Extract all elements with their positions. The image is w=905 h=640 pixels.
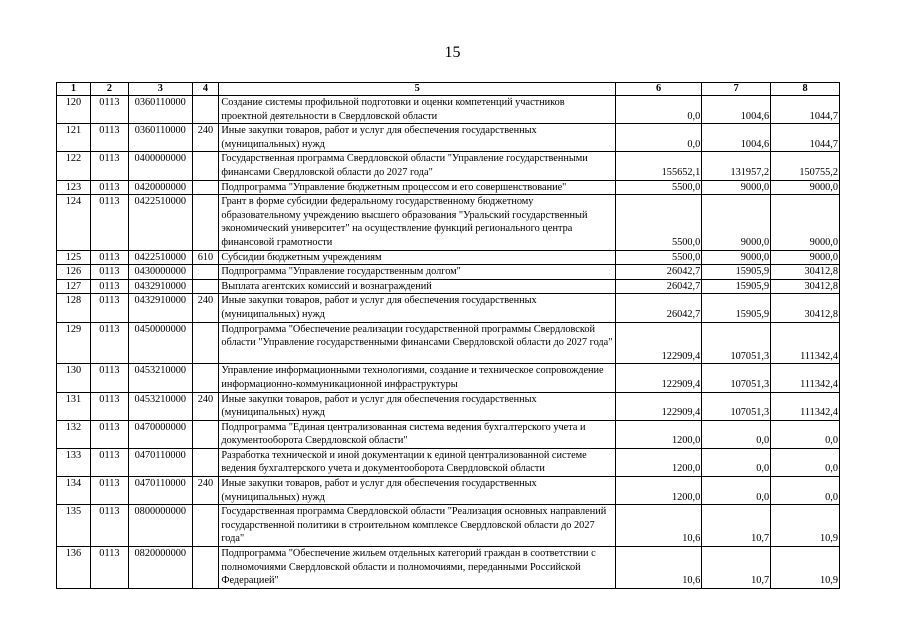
section-code: 0113 <box>90 477 128 505</box>
section-code: 0113 <box>90 279 128 294</box>
section-code: 0113 <box>90 195 128 250</box>
col-header-4: 4 <box>192 83 219 96</box>
value-col-6: 122909,4 <box>615 322 701 364</box>
row-number: 135 <box>57 505 91 547</box>
expense-type <box>192 547 219 589</box>
row-number: 132 <box>57 420 91 448</box>
value-col-7: 9000,0 <box>702 195 771 250</box>
target-code: 0422510000 <box>128 250 192 265</box>
value-col-8: 111342,4 <box>771 364 840 392</box>
col-header-3: 3 <box>128 83 192 96</box>
table-row <box>57 250 840 265</box>
row-number: 122 <box>57 152 91 180</box>
table-row <box>57 477 840 505</box>
value-col-8: 111342,4 <box>771 322 840 364</box>
row-description: Подпрограмма "Единая централизованная система ведения бухгалтерского учета и документооборота Свердловской области" <box>219 420 616 448</box>
table-row <box>57 152 840 180</box>
row-description: Подпрограмма "Обеспечение реализации государственной программы Свердловской области "Управление государственными финансами Свердловской области до 2027 года" <box>219 322 616 364</box>
table-row <box>57 505 840 547</box>
col-header-5: 5 <box>219 83 616 96</box>
expense-type: 240 <box>192 124 219 152</box>
value-col-8: 150755,2 <box>771 152 840 180</box>
table-row <box>57 96 840 124</box>
row-number: 127 <box>57 279 91 294</box>
target-code: 0432910000 <box>128 279 192 294</box>
value-col-7: 1004,6 <box>702 96 771 124</box>
table-row <box>57 180 840 195</box>
section-code: 0113 <box>90 294 128 322</box>
table-row <box>57 265 840 280</box>
col-header-7: 7 <box>702 83 771 96</box>
value-col-7: 0,0 <box>702 477 771 505</box>
value-col-8: 9000,0 <box>771 195 840 250</box>
value-col-7: 10,7 <box>702 547 771 589</box>
header-row <box>57 83 840 96</box>
table-row <box>57 364 840 392</box>
row-description: Подпрограмма "Управление бюджетным процессом и его совершенствование" <box>219 180 616 195</box>
row-description: Иные закупки товаров, работ и услуг для обеспечения государственных (муниципальных) нужд <box>219 124 616 152</box>
value-col-8: 0,0 <box>771 477 840 505</box>
value-col-6: 5500,0 <box>615 195 701 250</box>
expense-type <box>192 448 219 476</box>
table-row <box>57 420 840 448</box>
col-header-6: 6 <box>615 83 701 96</box>
target-code: 0820000000 <box>128 547 192 589</box>
value-col-6: 5500,0 <box>615 250 701 265</box>
row-number: 121 <box>57 124 91 152</box>
section-code: 0113 <box>90 96 128 124</box>
value-col-8: 9000,0 <box>771 180 840 195</box>
table-row <box>57 547 840 589</box>
value-col-6: 10,6 <box>615 547 701 589</box>
section-code: 0113 <box>90 547 128 589</box>
col-header-8: 8 <box>771 83 840 96</box>
value-col-7: 107051,3 <box>702 322 771 364</box>
section-code: 0113 <box>90 265 128 280</box>
row-number: 120 <box>57 96 91 124</box>
row-number: 129 <box>57 322 91 364</box>
expense-type <box>192 364 219 392</box>
value-col-8: 0,0 <box>771 420 840 448</box>
expense-type <box>192 279 219 294</box>
expense-type <box>192 96 219 124</box>
value-col-6: 0,0 <box>615 124 701 152</box>
target-code: 0432910000 <box>128 294 192 322</box>
row-number: 131 <box>57 392 91 420</box>
table-row <box>57 124 840 152</box>
value-col-7: 0,0 <box>702 420 771 448</box>
target-code: 0470000000 <box>128 420 192 448</box>
table-row <box>57 322 840 364</box>
section-code: 0113 <box>90 322 128 364</box>
row-description: Иные закупки товаров, работ и услуг для обеспечения государственных (муниципальных) нужд <box>219 294 616 322</box>
value-col-8: 0,0 <box>771 448 840 476</box>
budget-table <box>56 82 840 589</box>
table-row <box>57 279 840 294</box>
row-number: 128 <box>57 294 91 322</box>
row-description: Государственная программа Свердловской области "Реализация основных направлений государственной политики в строительном комплексе Свердловской области до 2027 года" <box>219 505 616 547</box>
target-code: 0453210000 <box>128 392 192 420</box>
expense-type <box>192 420 219 448</box>
row-number: 130 <box>57 364 91 392</box>
value-col-8: 30412,8 <box>771 279 840 294</box>
value-col-8: 1044,7 <box>771 96 840 124</box>
expense-type: 240 <box>192 477 219 505</box>
value-col-7: 10,7 <box>702 505 771 547</box>
table-row <box>57 294 840 322</box>
table-row <box>57 448 840 476</box>
section-code: 0113 <box>90 364 128 392</box>
row-description: Подпрограмма "Обеспечение жильем отдельных категорий граждан в соответствии с полномочиями Свердловской области и полномочиями, переданными Российской Федерацией" <box>219 547 616 589</box>
value-col-7: 9000,0 <box>702 180 771 195</box>
target-code: 0430000000 <box>128 265 192 280</box>
value-col-8: 1044,7 <box>771 124 840 152</box>
table-row <box>57 195 840 250</box>
value-col-6: 5500,0 <box>615 180 701 195</box>
expense-type <box>192 505 219 547</box>
expense-type: 240 <box>192 294 219 322</box>
expense-type <box>192 195 219 250</box>
row-number: 125 <box>57 250 91 265</box>
section-code: 0113 <box>90 180 128 195</box>
row-number: 126 <box>57 265 91 280</box>
value-col-8: 111342,4 <box>771 392 840 420</box>
section-code: 0113 <box>90 392 128 420</box>
row-description: Иные закупки товаров, работ и услуг для обеспечения государственных (муниципальных) нужд <box>219 392 616 420</box>
expense-type <box>192 152 219 180</box>
target-code: 0360110000 <box>128 96 192 124</box>
section-code: 0113 <box>90 505 128 547</box>
target-code: 0450000000 <box>128 322 192 364</box>
value-col-8: 9000,0 <box>771 250 840 265</box>
row-description: Грант в форме субсидии федеральному государственному бюджетному образовательному учреждению высшего образования "Уральский государственный экономический университет" на осуществление функций регионального центра финансовой грамотности <box>219 195 616 250</box>
row-description: Субсидии бюджетным учреждениям <box>219 250 616 265</box>
target-code: 0453210000 <box>128 364 192 392</box>
section-code: 0113 <box>90 152 128 180</box>
page-number: 15 <box>444 44 461 61</box>
section-code: 0113 <box>90 124 128 152</box>
expense-type <box>192 180 219 195</box>
section-code: 0113 <box>90 420 128 448</box>
value-col-6: 26042,7 <box>615 294 701 322</box>
row-description: Разработка технической и иной документации к единой централизованной системе ведения бухгалтерского учета и документооборота Свердловской области <box>219 448 616 476</box>
value-col-8: 10,9 <box>771 505 840 547</box>
row-description: Иные закупки товаров, работ и услуг для обеспечения государственных (муниципальных) нужд <box>219 477 616 505</box>
row-description: Государственная программа Свердловской области "Управление государственными финансами Свердловской области до 2027 года" <box>219 152 616 180</box>
expense-type: 240 <box>192 392 219 420</box>
row-description: Выплата агентских комиссий и вознаграждений <box>219 279 616 294</box>
row-description: Управление информационными технологиями, создание и техническое сопровождение информационно-коммуникационной инфраструктуры <box>219 364 616 392</box>
row-description: Создание системы профильной подготовки и оценки компетенций участников проектной деятельности в Свердловской области <box>219 96 616 124</box>
section-code: 0113 <box>90 250 128 265</box>
value-col-6: 122909,4 <box>615 364 701 392</box>
target-code: 0360110000 <box>128 124 192 152</box>
value-col-6: 26042,7 <box>615 265 701 280</box>
value-col-6: 1200,0 <box>615 420 701 448</box>
row-description: Подпрограмма "Управление государственным долгом" <box>219 265 616 280</box>
row-number: 123 <box>57 180 91 195</box>
value-col-6: 1200,0 <box>615 477 701 505</box>
value-col-6: 1200,0 <box>615 448 701 476</box>
target-code: 0800000000 <box>128 505 192 547</box>
value-col-6: 0,0 <box>615 96 701 124</box>
expense-type <box>192 322 219 364</box>
target-code: 0470110000 <box>128 477 192 505</box>
value-col-7: 15905,9 <box>702 265 771 280</box>
value-col-8: 30412,8 <box>771 294 840 322</box>
target-code: 0422510000 <box>128 195 192 250</box>
target-code: 0470110000 <box>128 448 192 476</box>
value-col-7: 15905,9 <box>702 279 771 294</box>
value-col-7: 107051,3 <box>702 392 771 420</box>
value-col-7: 9000,0 <box>702 250 771 265</box>
target-code: 0400000000 <box>128 152 192 180</box>
row-number: 133 <box>57 448 91 476</box>
value-col-7: 131957,2 <box>702 152 771 180</box>
value-col-7: 1004,6 <box>702 124 771 152</box>
row-number: 124 <box>57 195 91 250</box>
value-col-7: 107051,3 <box>702 364 771 392</box>
value-col-7: 0,0 <box>702 448 771 476</box>
target-code: 0420000000 <box>128 180 192 195</box>
row-number: 136 <box>57 547 91 589</box>
value-col-6: 155652,1 <box>615 152 701 180</box>
value-col-6: 122909,4 <box>615 392 701 420</box>
row-number: 134 <box>57 477 91 505</box>
value-col-7: 15905,9 <box>702 294 771 322</box>
expense-type <box>192 265 219 280</box>
section-code: 0113 <box>90 448 128 476</box>
expense-type: 610 <box>192 250 219 265</box>
value-col-6: 26042,7 <box>615 279 701 294</box>
col-header-1: 1 <box>57 83 91 96</box>
col-header-2: 2 <box>90 83 128 96</box>
table-row <box>57 392 840 420</box>
value-col-8: 30412,8 <box>771 265 840 280</box>
value-col-8: 10,9 <box>771 547 840 589</box>
value-col-6: 10,6 <box>615 505 701 547</box>
